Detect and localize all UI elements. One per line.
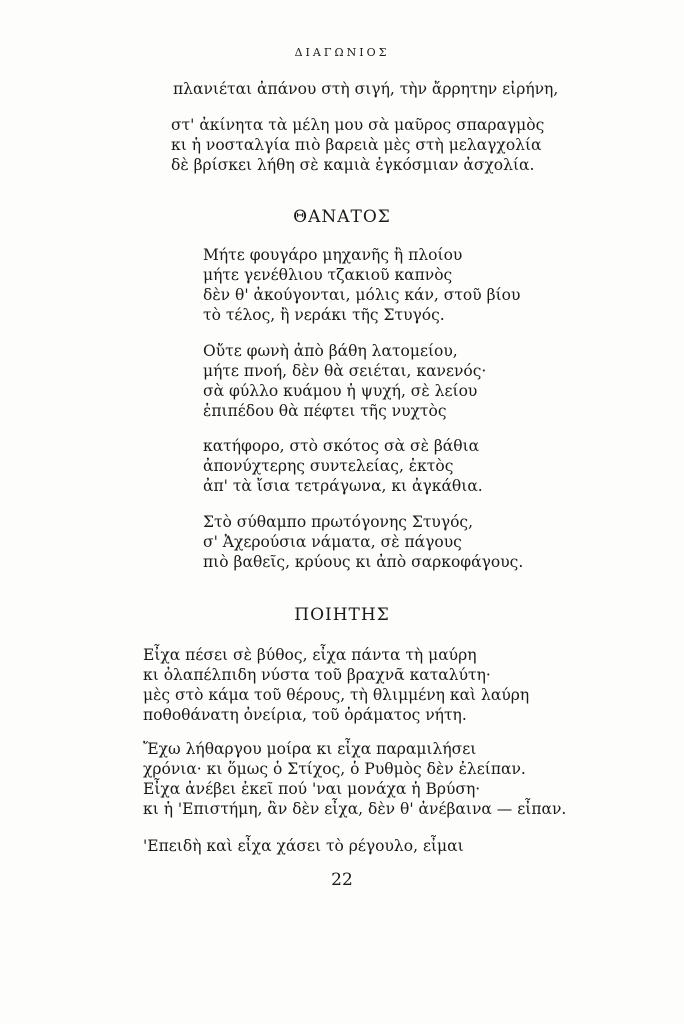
verse-line: ποθοθάνατη ὀνείρια, τοῦ ὁράματος νήτη. (143, 706, 467, 724)
verse-line: Ἔχω λήθαργου μοίρα κι εἶχα παραμιλήσει (143, 740, 477, 758)
verse-line: κατήφορο, στὸ σκότος σὰ σὲ βάθια (203, 437, 480, 455)
thanatos-stanza-1 (203, 245, 520, 325)
verse-line: δὲν θ' ἀκούγονται, μόλις κάν, στοῦ βίου (203, 286, 521, 304)
verse-line: μήτε πνοή, δὲν θὰ σειέται, κανενός· (203, 362, 487, 380)
verse-line: ἐπιπέδου θὰ πέφτει τῆς νυχτὸς (203, 402, 447, 420)
verse-line: πιὸ βαθεῖς, κρύους κι ἀπὸ σαρκοφάγους. (203, 553, 524, 571)
page-number: 22 (331, 870, 353, 890)
running-head: ΔΙΑΓΩΝΙΟΣ (294, 46, 390, 59)
thanatos-stanza-4 (203, 512, 523, 572)
poem-title-poiitis: ΠΟΙΗΤΗΣ (294, 605, 390, 625)
verse-line: ἀπονύχτερης συντελείας, ἐκτὸς (203, 457, 454, 475)
verse-line: μὲς στὸ κάμα τοῦ θέρους, τὴ θλιμμένη καὶ λαύρη (143, 686, 530, 704)
poiitis-stanza-1 (143, 645, 529, 725)
verse-line: στ' ἀκίνητα τὰ μέλη μου σὰ μαῦρος σπαραγμὸς (171, 116, 545, 134)
verse-line: ἀπ' τὰ ἴσια τετράγωνα, κι ἀγκάθια. (203, 477, 483, 495)
poiitis-stanza-3 (143, 836, 464, 856)
poiitis-stanza-2 (143, 739, 566, 819)
verse-line: χρόνια· κι ὅμως ὁ Στίχος, ὁ Ρυθμὸς δὲν ἐλείπαν. (143, 760, 526, 778)
verse-line: κι ἡ νοσταλγία πιὸ βαρειὰ μὲς στὴ μελαγχολία (171, 136, 542, 154)
verse-line: πλανιέται ἀπάνου στὴ σιγή, τὴν ἄρρητην εἰρήνη, (173, 80, 559, 98)
verse-line: Οὔτε φωνὴ ἀπὸ βάθη λατομείου, (203, 342, 458, 360)
verse-line: μήτε γενέθλιου τζακιοῦ καπνὸς (203, 266, 453, 284)
thanatos-stanza-3 (203, 436, 483, 496)
verse-line: δὲ βρίσκει λήθη σὲ καμιὰ ἐγκόσμιαν ἀσχολία. (171, 156, 535, 174)
verse-line: κι ἡ 'Επιστήμη, ἂν δὲν εἶχα, δὲν θ' ἀνέβαινα — εἶπαν. (143, 800, 567, 818)
verse-line: Μήτε φουγάρο μηχανῆς ἢ πλοίου (203, 246, 463, 264)
poem-title-thanatos: ΘΑΝΑΤΟΣ (293, 207, 391, 227)
verse-line: τὸ τέλος, ἢ νεράκι τῆς Στυγός. (203, 306, 445, 324)
verse-line: κι ὀλαπέλπιδη νύστα τοῦ βραχνᾶ καταλύτη· (143, 666, 491, 684)
thanatos-stanza-2 (203, 341, 486, 421)
verse-line: Στὸ σύθαμπο πρωτόγονης Στυγός, (203, 513, 474, 531)
verse-line: σ' Ἀχερούσια νάματα, σὲ πάγους (203, 533, 462, 551)
verse-line: 'Επειδὴ καὶ εἶχα χάσει τὸ ρέγουλο, εἶμαι (143, 837, 464, 855)
intro-stanza-2 (171, 115, 544, 175)
intro-stanza-1 (173, 79, 558, 99)
verse-line: Εἶχα ἀνέβει ἐκεῖ πού 'ναι μονάχα ἡ Βρύση· (143, 780, 481, 798)
verse-line: σὰ φύλλο κυάμου ἡ ψυχή, σὲ λείου (203, 382, 478, 400)
verse-line: Εἶχα πέσει σὲ βύθος, εἶχα πάντα τὴ μαύρη (143, 646, 477, 664)
